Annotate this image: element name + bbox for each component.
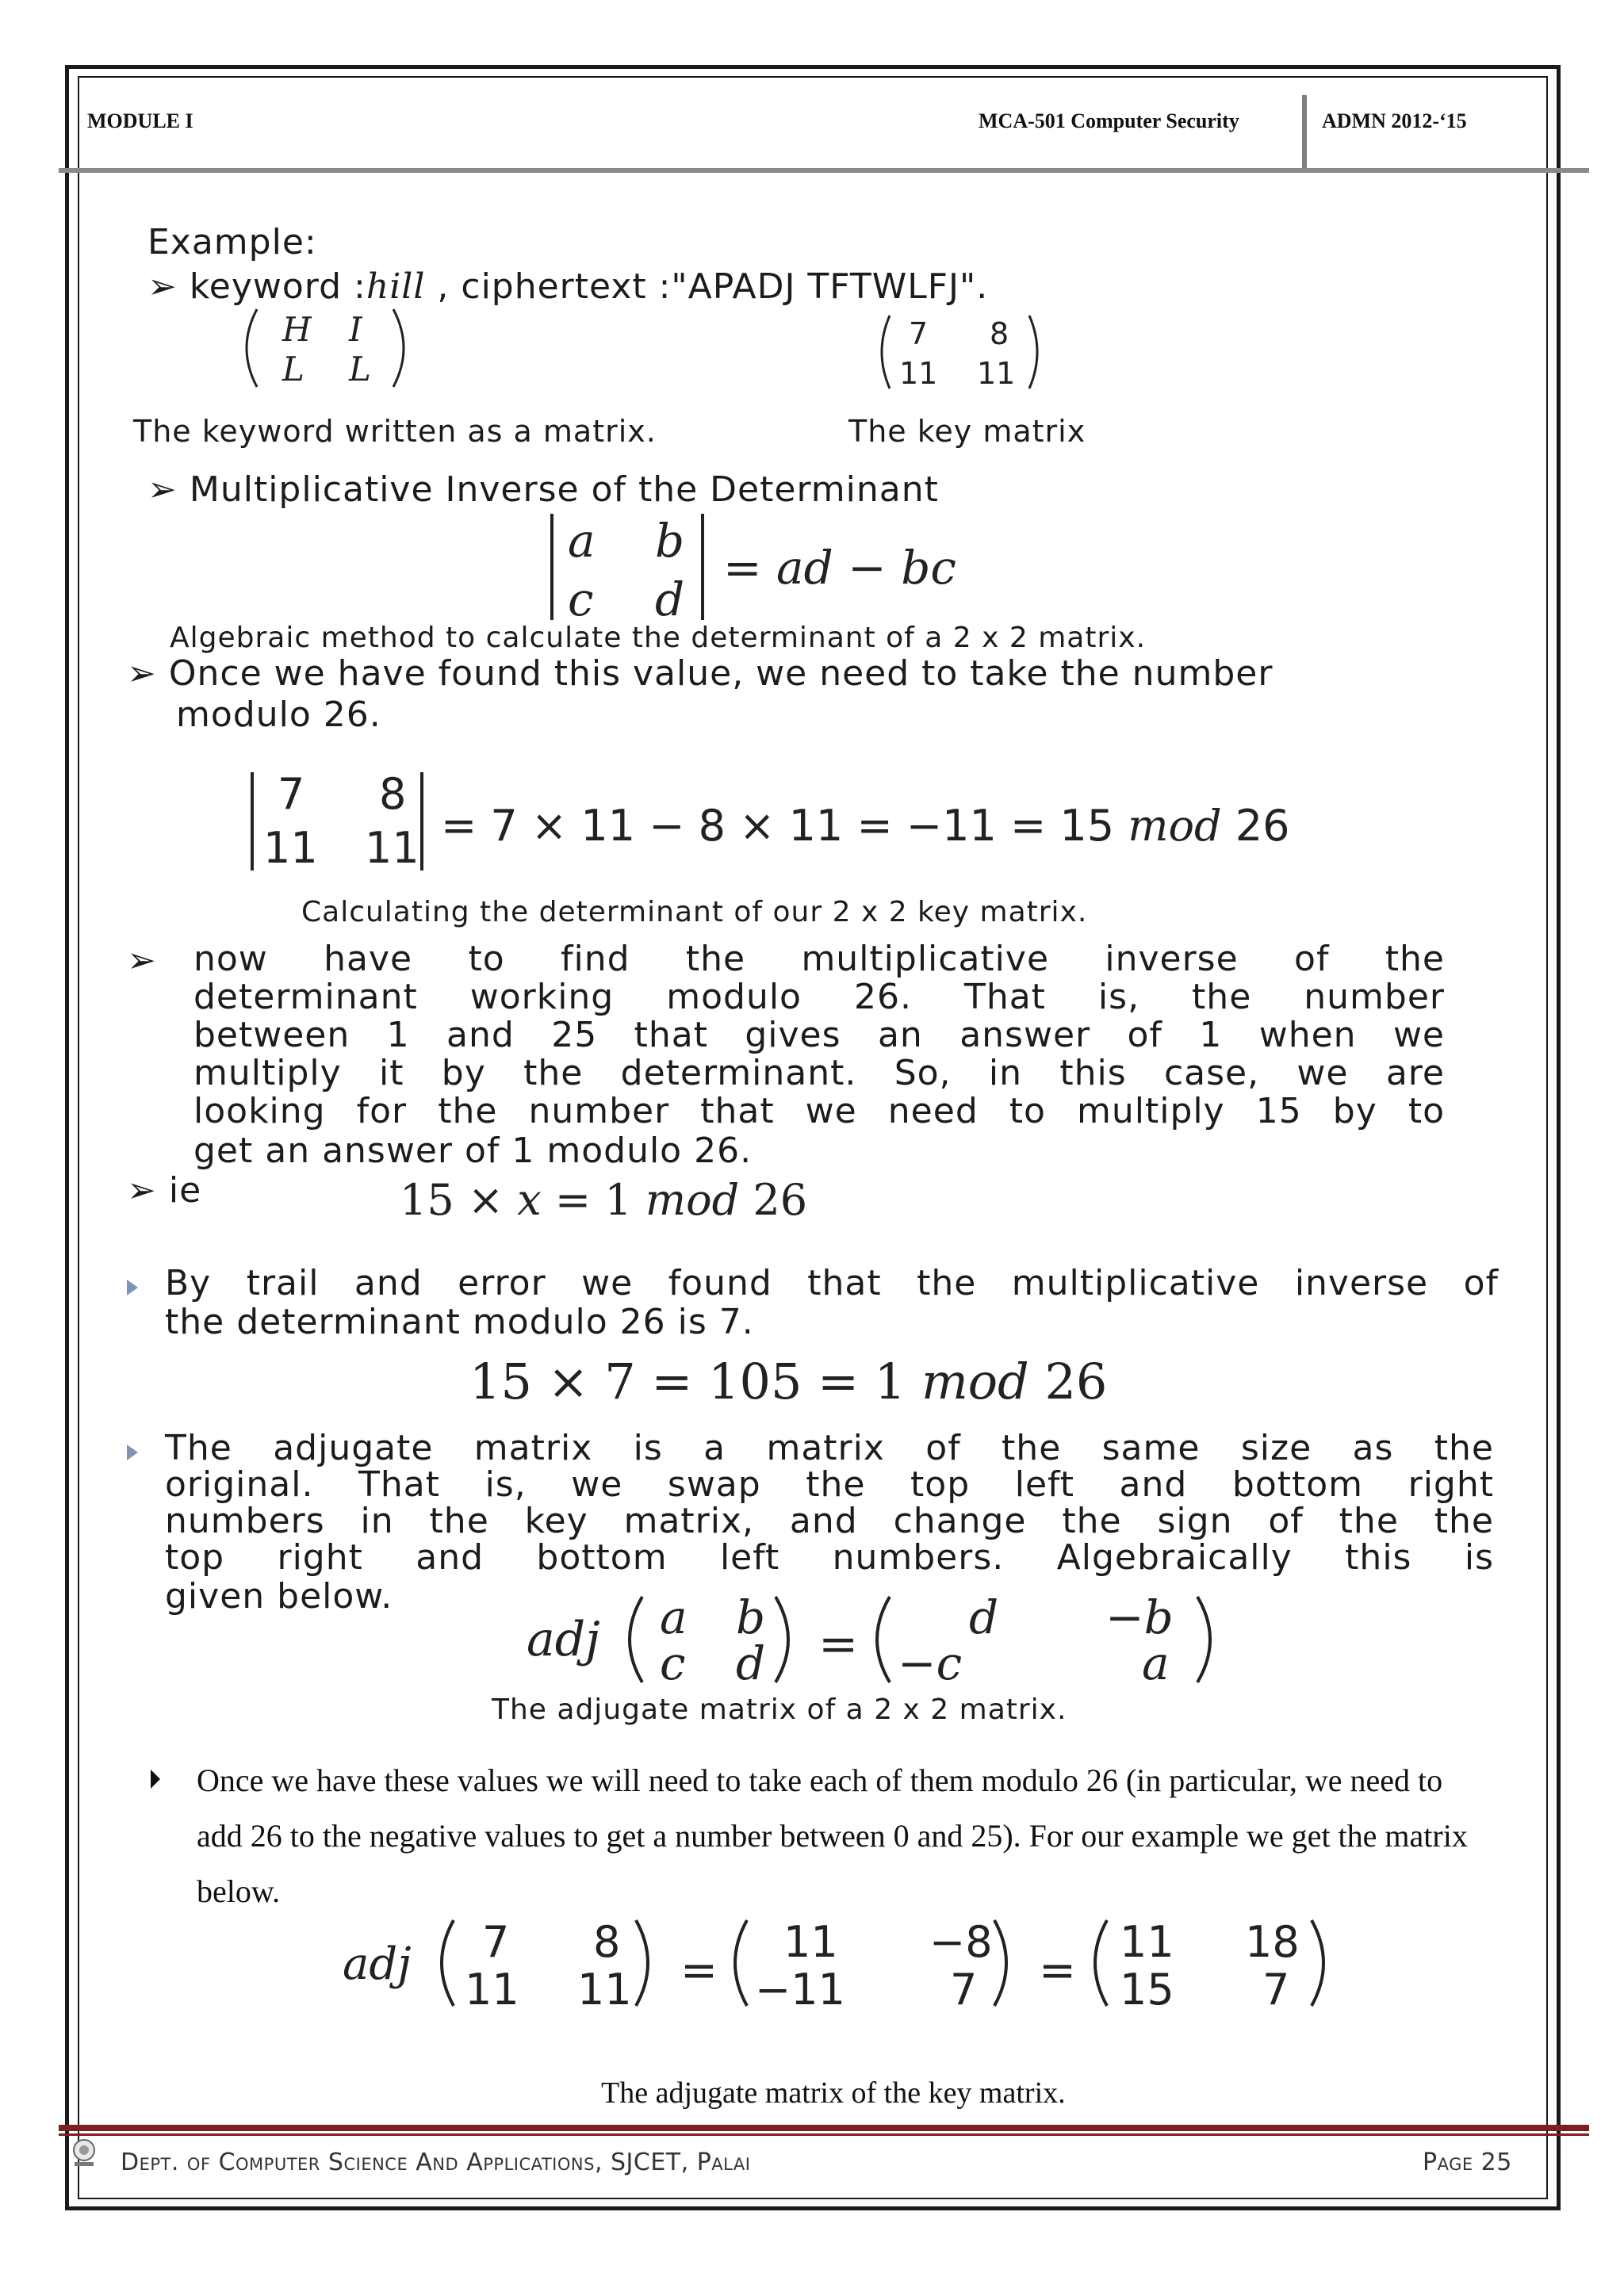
bullet-arrow-icon: ➢ (147, 266, 178, 307)
determinant-cell: a (568, 514, 596, 568)
adjugate-example-cell: 7 (482, 1917, 510, 1967)
keyword-matrix-cell: I (349, 310, 362, 349)
adjugate-cell: −b (1105, 1590, 1174, 1644)
adjugate-example-cell: 7 (950, 1965, 978, 2014)
determinant-cell: c (568, 572, 594, 626)
footer-department: Dept. of Computer Science And Applications, SJCET, Palai (121, 2149, 751, 2176)
paragraph-line: original. That is, we swap the top left and bottom right (165, 1464, 1494, 1505)
equals-sign: = (818, 1617, 859, 1672)
keyword-line: ➢ keyword :hill , ciphertext :"APADJ TFTWLFJ". (147, 266, 989, 307)
keyword-matrix-cell: L (349, 350, 371, 388)
determinant-cell: b (655, 514, 685, 568)
determinant-cell: d (655, 572, 685, 626)
paragraph-line: determinant working modulo 26. That is, the number (193, 977, 1445, 1017)
header-admn: ADMN 2012-‘15 (1322, 109, 1467, 132)
key-matrix-cell: 11 (899, 356, 938, 391)
final-line3: below. (197, 1873, 281, 1909)
keyword-matrix-cell: L (282, 350, 304, 388)
adjugate-example-cell: 11 (1120, 1917, 1174, 1967)
caption-keyword-matrix: The keyword written as a matrix. (133, 414, 657, 449)
trial-line2: the determinant modulo 26 is 7. (165, 1302, 754, 1342)
trial-equation: 15 × 7 = 105 = 1 mod 26 (469, 1353, 1108, 1410)
header-divider (1302, 95, 1307, 171)
inverse-paragraph (193, 940, 1445, 1131)
determinant-rhs: = ad − bc (723, 541, 956, 595)
header-course: MCA-501 Computer Security (979, 109, 1239, 132)
key-matrix-cell: 8 (990, 316, 1009, 351)
key-matrix (872, 311, 1047, 393)
determinant-example-cell: 8 (379, 769, 407, 819)
key-matrix-cell: 7 (909, 316, 929, 351)
adjugate-cell: d (736, 1636, 766, 1689)
example-title: Example: (147, 222, 317, 262)
caption-key-matrix: The key matrix (848, 414, 1086, 449)
adjugate-caption: The adjugate matrix of a 2 x 2 matrix. (492, 1693, 1067, 1726)
determinant-example (238, 769, 1332, 874)
adjugate-example-cell: 11 (577, 1965, 632, 2014)
adjugate-example-formula (341, 1909, 1340, 2014)
keyword-matrix-cell: H (282, 310, 312, 349)
adjugate-last-line: given below. (165, 1576, 393, 1617)
footer-page-number: Page 25 (1423, 2149, 1512, 2176)
header-module: MODULE I (87, 109, 193, 132)
final-caption: The adjugate matrix of the key matrix. (601, 2076, 1066, 2110)
paragraph-line: between 1 and 25 that gives an answer of 1 when we (193, 1015, 1445, 1055)
adjugate-cell: −c (898, 1636, 963, 1689)
determinant-example-rhs: = 7 × 11 − 8 × 11 = −11 = 15 mod 26 (441, 801, 1290, 851)
bullet-arrow-icon: ➢ (127, 653, 157, 694)
triangle-bullet-icon (151, 1770, 160, 1789)
footer-rule-thin (59, 2133, 1589, 2136)
inverse-last-line: get an answer of 1 modulo 26. (193, 1131, 753, 1171)
determinant-example-cell: 11 (263, 823, 318, 873)
final-line1: Once we have these values we will need to take each of them modulo 26 (in particular, we need to (197, 1762, 1443, 1798)
determinant-caption: Algebraic method to calculate the determinant of a 2 x 2 matrix. (170, 622, 1147, 654)
paragraph-line: numbers in the key matrix, and change the sign of the the (165, 1501, 1494, 1541)
adjugate-example-cell: 15 (1120, 1965, 1174, 2014)
bullet-arrow-icon: ➢ (147, 469, 178, 510)
header-rule (59, 168, 1589, 173)
equals-sign: = (1039, 1945, 1076, 1996)
determinant-formula (539, 507, 1015, 626)
paragraph-line: now have to find the multiplicative inverse of the (193, 939, 1445, 979)
adjugate-cell: c (660, 1636, 686, 1689)
modulo-bullet-line2: modulo 26. (176, 695, 381, 735)
modulo-bullet: ➢ Once we have found this value, we need to take the number (127, 653, 1274, 694)
adjugate-paragraph (165, 1430, 1494, 1576)
paragraph-line: multiply it by the determinant. So, in this case, we are (193, 1053, 1445, 1093)
footer-rule (59, 2125, 1589, 2131)
adjugate-example-cell: −11 (755, 1965, 845, 2014)
paragraph-line: top right and bottom left numbers. Algebraically this is (165, 1537, 1494, 1578)
adjugate-example-cell: 11 (465, 1965, 519, 2014)
adj-label: adj (527, 1612, 600, 1667)
determinant-example-cell: 11 (365, 823, 419, 873)
adjugate-example-cell: 8 (593, 1917, 621, 1967)
determinant-example-cell: 7 (278, 769, 305, 819)
adj-label: adj (343, 1938, 412, 1990)
paragraph-line: The adjugate matrix is a matrix of the same size as the (165, 1428, 1494, 1468)
ie-line: ➢ ie (127, 1170, 202, 1211)
college-logo-icon (70, 2137, 98, 2168)
bullet-arrow-icon: ➢ (127, 1170, 157, 1211)
determinant-example-caption: Calculating the determinant of our 2 x 2 key matrix. (301, 896, 1088, 928)
keyword-matrix (230, 304, 420, 392)
adjugate-cell: a (1142, 1636, 1170, 1689)
adjugate-example-cell: 18 (1245, 1917, 1300, 1967)
trial-line1: By trail and error we found that the multiplicative inverse of (165, 1263, 1499, 1303)
inverse-equation: 15 × x = 1 mod 26 (400, 1175, 808, 1225)
adjugate-example-cell: 11 (783, 1917, 838, 1967)
adjugate-example-cell: 7 (1262, 1965, 1290, 2014)
triangle-bullet-icon (127, 1445, 138, 1460)
adjugate-cell: b (736, 1590, 766, 1644)
key-matrix-cell: 11 (977, 356, 1016, 391)
equals-sign: = (680, 1945, 718, 1996)
adjugate-cell: d (969, 1590, 999, 1644)
determinant-heading: ➢ Multiplicative Inverse of the Determinant (147, 469, 939, 510)
adjugate-general-formula (523, 1586, 1221, 1689)
bullet-arrow-icon: ➢ (127, 940, 157, 981)
adjugate-example-cell: −8 (929, 1917, 993, 1967)
adjugate-cell: a (660, 1590, 688, 1644)
paragraph-line: looking for the number that we need to multiply 15 by to (193, 1091, 1445, 1131)
final-line2: add 26 to the negative values to get a number between 0 and 25). For our example we get the matrix (197, 1818, 1468, 1854)
triangle-bullet-icon (127, 1280, 138, 1295)
